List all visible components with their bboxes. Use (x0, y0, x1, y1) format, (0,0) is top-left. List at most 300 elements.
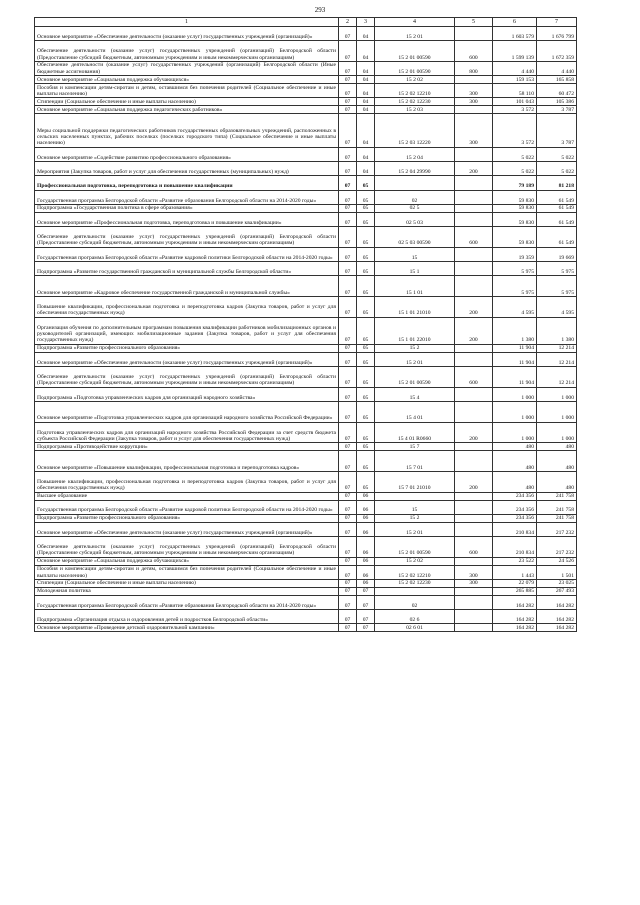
row-expense-type: 600 (455, 367, 493, 388)
row-section: 07 (339, 387, 357, 401)
row-subsection: 05 (357, 190, 375, 204)
row-amount-year-2: 480 (537, 472, 577, 493)
row-amount-year-1: 23 522 (493, 557, 537, 565)
row-name: Высшее образование (35, 492, 339, 500)
row-target-article: 02 6 01 (375, 624, 455, 632)
table-row (35, 41, 577, 62)
table-row (35, 610, 577, 624)
row-amount-year-2: 12 214 (537, 344, 577, 352)
row-name: Основное мероприятие «Социальная поддержка педагогических работников» (35, 106, 339, 114)
row-expense-type (455, 106, 493, 114)
row-target-article: 15 1 01 22010 (375, 317, 455, 344)
row-target-article: 15 2 02 12210 (375, 565, 455, 579)
row-amount-year-1: 1 000 (493, 422, 537, 443)
row-amount-year-2: 241 758 (537, 492, 577, 500)
column-header: 7 (537, 18, 577, 27)
row-subsection: 05 (357, 443, 375, 451)
row-amount-year-1: 59 830 (493, 204, 537, 212)
row-subsection: 04 (357, 61, 375, 75)
row-section: 07 (339, 514, 357, 522)
row-amount-year-1: 1 000 (493, 402, 537, 423)
row-target-article: 15 2 02 12230 (375, 579, 455, 587)
row-name: Подпрограмма «Противодействие коррупции» (35, 443, 339, 451)
column-header: 6 (493, 18, 537, 27)
row-name: Обеспечение деятельности (оказание услуг) государственных учреждений (организаций) Белгородской области (Предоставление субсидий бюджетным, автономным учреждениям и иным некоммерческим организациям) (35, 537, 339, 558)
table-row (35, 537, 577, 558)
row-expense-type: 300 (455, 579, 493, 587)
row-amount-year-1: 4 595 (493, 297, 537, 318)
row-expense-type (455, 276, 493, 297)
column-header: 5 (455, 18, 493, 27)
table-row (35, 84, 577, 98)
row-amount-year-2: 5 022 (537, 162, 577, 176)
row-section: 07 (339, 162, 357, 176)
row-amount-year-1: 1 599 139 (493, 41, 537, 62)
row-subsection: 07 (357, 624, 375, 632)
row-expense-type: 200 (455, 422, 493, 443)
row-subsection: 06 (357, 500, 375, 514)
table-row (35, 344, 577, 352)
page-number: 293 (314, 6, 326, 14)
table-row (35, 522, 577, 536)
row-section: 07 (339, 492, 357, 500)
row-target-article: 15 7 (375, 443, 455, 451)
row-amount-year-1: 59 830 (493, 190, 537, 204)
table-row (35, 247, 577, 261)
row-target-article: 15 7 01 (375, 451, 455, 472)
row-expense-type (455, 76, 493, 84)
row-section: 07 (339, 262, 357, 276)
row-section: 07 (339, 522, 357, 536)
row-target-article (375, 176, 455, 190)
row-subsection: 05 (357, 367, 375, 388)
row-subsection: 04 (357, 27, 375, 41)
row-amount-year-2: 3 787 (537, 106, 577, 114)
row-name: Подпрограмма «Развитие профессионального образования» (35, 344, 339, 352)
row-amount-year-2: 480 (537, 443, 577, 451)
table-row (35, 212, 577, 226)
budget-table (34, 17, 577, 632)
table-row (35, 147, 577, 161)
row-amount-year-2: 5 975 (537, 276, 577, 297)
row-name: Основное мероприятие «Проведение детской оздоровительной кампании» (35, 624, 339, 632)
row-expense-type: 300 (455, 565, 493, 579)
row-amount-year-1: 210 834 (493, 537, 537, 558)
row-amount-year-1: 480 (493, 472, 537, 493)
row-subsection: 05 (357, 262, 375, 276)
row-subsection: 05 (357, 422, 375, 443)
row-expense-type: 300 (455, 114, 493, 148)
table-row (35, 162, 577, 176)
row-target-article: 15 2 (375, 514, 455, 522)
row-section: 07 (339, 176, 357, 190)
row-amount-year-1: 59 830 (493, 227, 537, 248)
row-amount-year-2: 3 787 (537, 114, 577, 148)
row-name: Стипендии (Социальное обеспечение и иные выплаты населению) (35, 579, 339, 587)
table-row (35, 61, 577, 75)
row-target-article: 15 2 03 (375, 106, 455, 114)
row-section: 07 (339, 27, 357, 41)
row-amount-year-2: 1 000 (537, 422, 577, 443)
row-name: Государственная программа Белгородской области «Развитие кадровой политики Белгородской области на 2014-2020 годы» (35, 247, 339, 261)
row-name: Основное мероприятие «Подготовка управленческих кадров для организаций народного хозяйства Российской Федерации» (35, 402, 339, 423)
row-amount-year-2: 1 000 (537, 387, 577, 401)
row-name: Основное мероприятие «Повышение квалификации, профессиональная подготовка и переподготовка кадров» (35, 451, 339, 472)
row-expense-type (455, 492, 493, 500)
row-target-article: 02 (375, 190, 455, 204)
row-subsection: 05 (357, 247, 375, 261)
table-header-row (35, 18, 577, 27)
row-amount-year-1: 4 440 (493, 61, 537, 75)
row-subsection: 07 (357, 587, 375, 595)
row-amount-year-2: 1 676 799 (537, 27, 577, 41)
row-amount-year-2: 241 758 (537, 514, 577, 522)
row-target-article: 15 4 (375, 387, 455, 401)
row-target-article: 15 2 01 (375, 352, 455, 366)
row-expense-type (455, 514, 493, 522)
row-amount-year-1: 5 975 (493, 262, 537, 276)
row-name: Профессиональная подготовка, переподготовка и повышение квалификации (35, 176, 339, 190)
row-amount-year-1: 265 885 (493, 587, 537, 595)
row-section: 07 (339, 106, 357, 114)
row-amount-year-1: 1 443 (493, 565, 537, 579)
row-amount-year-1: 234 356 (493, 492, 537, 500)
row-section: 07 (339, 344, 357, 352)
row-amount-year-2: 164 282 (537, 595, 577, 609)
table-row (35, 176, 577, 190)
row-subsection: 06 (357, 492, 375, 500)
table-row (35, 587, 577, 595)
row-section: 07 (339, 297, 357, 318)
row-subsection: 05 (357, 387, 375, 401)
row-section: 07 (339, 352, 357, 366)
row-expense-type: 200 (455, 162, 493, 176)
row-expense-type: 300 (455, 98, 493, 106)
row-amount-year-2: 12 214 (537, 367, 577, 388)
row-section: 07 (339, 190, 357, 204)
row-amount-year-2: 23 025 (537, 579, 577, 587)
row-amount-year-1: 79 189 (493, 176, 537, 190)
table-row (35, 443, 577, 451)
table-row (35, 352, 577, 366)
row-name: Повышение квалификации, профессиональная подготовка и переподготовка кадров (Закупка товаров, работ и услуг для обеспечения государственных нужд) (35, 472, 339, 493)
row-amount-year-1: 11 904 (493, 352, 537, 366)
row-section: 07 (339, 276, 357, 297)
table-row (35, 557, 577, 565)
row-amount-year-1: 1 000 (493, 387, 537, 401)
row-target-article: 15 7 01 21010 (375, 472, 455, 493)
row-name: Подпрограмма «Развитие профессионального образования» (35, 514, 339, 522)
row-subsection: 06 (357, 522, 375, 536)
row-subsection: 04 (357, 41, 375, 62)
row-section: 07 (339, 565, 357, 579)
row-amount-year-1: 11 904 (493, 367, 537, 388)
row-amount-year-1: 3 572 (493, 114, 537, 148)
row-name: Пособия и компенсации детям-сиротам и детям, оставшимся без попечения родителей (Социальное обеспечение и иные выплаты населению) (35, 565, 339, 579)
row-target-article: 02 5 03 (375, 212, 455, 226)
row-subsection: 06 (357, 557, 375, 565)
row-name: Государственная программа Белгородской области «Развитие образования Белгородской области на 2014-2020 годы» (35, 190, 339, 204)
row-target-article: 15 4 01 (375, 402, 455, 423)
row-target-article: 15 2 01 (375, 27, 455, 41)
row-subsection: 07 (357, 610, 375, 624)
row-amount-year-2: 1 672 359 (537, 41, 577, 62)
table-row (35, 204, 577, 212)
row-subsection: 05 (357, 402, 375, 423)
row-expense-type (455, 587, 493, 595)
row-target-article: 02 6 (375, 610, 455, 624)
table-row (35, 227, 577, 248)
row-expense-type: 200 (455, 472, 493, 493)
row-amount-year-1: 59 830 (493, 212, 537, 226)
row-target-article: 15 1 01 21010 (375, 297, 455, 318)
row-amount-year-2: 12 214 (537, 352, 577, 366)
row-section: 07 (339, 587, 357, 595)
row-section: 07 (339, 500, 357, 514)
row-section: 07 (339, 443, 357, 451)
row-amount-year-2: 4 440 (537, 61, 577, 75)
row-expense-type (455, 212, 493, 226)
row-amount-year-1: 234 356 (493, 514, 537, 522)
row-expense-type: 600 (455, 41, 493, 62)
row-section: 07 (339, 317, 357, 344)
row-name: Обеспечение деятельности (оказание услуг) государственных учреждений (организаций) Белгородской области (Иные бюджетные ассигнования) (35, 61, 339, 75)
table-row (35, 114, 577, 148)
row-section: 07 (339, 98, 357, 106)
row-expense-type (455, 402, 493, 423)
table-row (35, 624, 577, 632)
row-name: Основное мероприятие «Обеспечение деятельности (оказание услуг) государственных учреждений (организаций)» (35, 352, 339, 366)
row-name: Подготовка управленческих кадров для организаций народного хозяйства Российской Федерации за счет средств бюджета субъекта Российской Федерации (Закупка товаров, работ и услуг для обеспечения государственных нужд) (35, 422, 339, 443)
row-amount-year-2: 61 549 (537, 212, 577, 226)
row-section: 07 (339, 557, 357, 565)
row-target-article: 15 2 01 00590 (375, 367, 455, 388)
table-row (35, 451, 577, 472)
row-target-article: 15 (375, 500, 455, 514)
column-header: 4 (375, 18, 455, 27)
row-expense-type (455, 500, 493, 514)
row-expense-type (455, 387, 493, 401)
table-row (35, 106, 577, 114)
row-amount-year-1: 58 110 (493, 84, 537, 98)
row-target-article: 02 (375, 595, 455, 609)
row-target-article: 15 2 01 00590 (375, 41, 455, 62)
row-expense-type (455, 557, 493, 565)
row-section: 07 (339, 595, 357, 609)
row-section: 07 (339, 472, 357, 493)
row-name: Пособия и компенсации детям-сиротам и детям, оставшимся без попечения родителей (Социальное обеспечение и иные выплаты населению) (35, 84, 339, 98)
row-amount-year-2: 1 501 (537, 565, 577, 579)
row-amount-year-2: 241 758 (537, 500, 577, 514)
row-subsection: 05 (357, 451, 375, 472)
row-name: Подпрограмма «Государственная политика в сфере образования» (35, 204, 339, 212)
row-section: 07 (339, 537, 357, 558)
row-name: Мероприятия (Закупка товаров, работ и услуг для обеспечения государственных (муниципальных) нужд) (35, 162, 339, 176)
row-amount-year-2: 5 022 (537, 147, 577, 161)
table-row (35, 492, 577, 500)
row-name: Подпрограмма «Подготовка управленческих кадров для организаций народного хозяйства» (35, 387, 339, 401)
row-expense-type (455, 451, 493, 472)
row-subsection: 04 (357, 76, 375, 84)
table-row (35, 472, 577, 493)
row-expense-type (455, 176, 493, 190)
row-name: Молодежная политика (35, 587, 339, 595)
row-target-article: 15 2 01 00590 (375, 61, 455, 75)
row-subsection: 04 (357, 98, 375, 106)
row-section: 07 (339, 147, 357, 161)
row-name: Обеспечение деятельности (оказание услуг) государственных учреждений (организаций) Белгородской области (Предоставление субсидий бюджетным, автономным учреждениям и иным некоммерческим организациям) (35, 227, 339, 248)
row-expense-type (455, 610, 493, 624)
row-target-article: 02 5 (375, 204, 455, 212)
row-subsection: 04 (357, 114, 375, 148)
row-amount-year-1: 210 834 (493, 522, 537, 536)
row-amount-year-2: 217 232 (537, 537, 577, 558)
row-amount-year-1: 5 975 (493, 276, 537, 297)
column-header: 2 (339, 18, 357, 27)
row-subsection: 04 (357, 162, 375, 176)
row-target-article: 15 2 01 (375, 522, 455, 536)
row-amount-year-2: 19 669 (537, 247, 577, 261)
row-subsection: 05 (357, 472, 375, 493)
row-target-article: 15 2 (375, 344, 455, 352)
row-subsection: 06 (357, 579, 375, 587)
row-expense-type (455, 352, 493, 366)
table-row (35, 27, 577, 41)
row-name: Организация обучения по дополнительным программам повышения квалификации работников мобилизационных органов и руководителей организаций, имеющих мобилизационные задания (Закупка товаров, работ и услуг для обеспечения государственных нужд) (35, 317, 339, 344)
row-subsection: 05 (357, 352, 375, 366)
row-name: Меры социальной поддержки педагогических работников государственных образовательных учреждений, расположенных в сельских населенных пунктах, рабочих поселках (поселках городского типа) (Социальное обеспечение и иные выплаты населению) (35, 114, 339, 148)
table-row (35, 317, 577, 344)
row-subsection: 06 (357, 537, 375, 558)
table-row (35, 565, 577, 579)
row-section: 07 (339, 41, 357, 62)
row-section: 07 (339, 212, 357, 226)
row-amount-year-1: 159 153 (493, 76, 537, 84)
row-subsection: 05 (357, 227, 375, 248)
row-section: 07 (339, 402, 357, 423)
row-section: 07 (339, 227, 357, 248)
table-row (35, 500, 577, 514)
row-amount-year-1: 1 380 (493, 317, 537, 344)
table-row (35, 98, 577, 106)
table-row (35, 297, 577, 318)
row-subsection: 05 (357, 212, 375, 226)
row-expense-type (455, 443, 493, 451)
row-expense-type (455, 147, 493, 161)
row-amount-year-1: 101 043 (493, 98, 537, 106)
row-amount-year-2: 61 549 (537, 190, 577, 204)
row-amount-year-1: 22 079 (493, 579, 537, 587)
table-row (35, 595, 577, 609)
table-row (35, 422, 577, 443)
row-expense-type (455, 522, 493, 536)
row-amount-year-2: 480 (537, 451, 577, 472)
row-amount-year-2: 61 549 (537, 204, 577, 212)
row-section: 07 (339, 84, 357, 98)
row-amount-year-2: 1 000 (537, 402, 577, 423)
row-name: Обеспечение деятельности (оказание услуг) государственных учреждений (организаций) Белгородской области (Предоставление субсидий бюджетным, автономным учреждениям и иным некоммерческим организациям) (35, 41, 339, 62)
row-name: Государственная программа Белгородской области «Развитие кадровой политики Белгородской области на 2014-2020 годы» (35, 500, 339, 514)
table-row (35, 76, 577, 84)
row-amount-year-1: 480 (493, 443, 537, 451)
row-section: 07 (339, 204, 357, 212)
row-amount-year-1: 164 282 (493, 624, 537, 632)
row-subsection: 05 (357, 176, 375, 190)
row-section: 07 (339, 114, 357, 148)
row-expense-type (455, 595, 493, 609)
table-row (35, 579, 577, 587)
row-target-article: 15 (375, 247, 455, 261)
row-amount-year-1: 480 (493, 451, 537, 472)
row-section: 07 (339, 76, 357, 84)
row-expense-type (455, 262, 493, 276)
row-name: Основное мероприятие «Содействие развитию профессионального образования» (35, 147, 339, 161)
row-amount-year-2: 60 472 (537, 84, 577, 98)
row-amount-year-1: 164 282 (493, 610, 537, 624)
row-amount-year-1: 3 572 (493, 106, 537, 114)
row-target-article: 15 1 01 (375, 276, 455, 297)
row-amount-year-1: 164 282 (493, 595, 537, 609)
row-name: Основное мероприятие «Обеспечение деятельности (оказание услуг) государственных учреждений (организаций)» (35, 522, 339, 536)
row-amount-year-1: 234 356 (493, 500, 537, 514)
table-row (35, 262, 577, 276)
table-row (35, 402, 577, 423)
row-subsection: 04 (357, 84, 375, 98)
row-amount-year-2: 1 380 (537, 317, 577, 344)
table-row (35, 190, 577, 204)
row-expense-type: 600 (455, 227, 493, 248)
row-name: Основное мероприятие «Кадровое обеспечение государственной гражданской и муниципальной службы» (35, 276, 339, 297)
table-row (35, 367, 577, 388)
row-expense-type (455, 27, 493, 41)
row-amount-year-2: 164 282 (537, 624, 577, 632)
row-amount-year-2: 164 282 (537, 610, 577, 624)
column-header: 1 (35, 18, 339, 27)
row-amount-year-1: 11 904 (493, 344, 537, 352)
row-target-article: 15 2 04 (375, 147, 455, 161)
row-amount-year-1: 5 022 (493, 162, 537, 176)
row-name: Государственная программа Белгородской области «Развитие образования Белгородской области на 2014-2020 годы» (35, 595, 339, 609)
row-name: Повышение квалификации, профессиональная подготовка и переподготовка кадров (Закупка товаров, работ и услуг для обеспечения государственных нужд) (35, 297, 339, 318)
row-amount-year-1: 19 359 (493, 247, 537, 261)
row-name: Основное мероприятие «Обеспечение деятельности (оказание услуг) государственных учреждений (организаций)» (35, 27, 339, 41)
row-subsection: 05 (357, 276, 375, 297)
row-name: Основное мероприятие «Профессиональная подготовка, переподготовка и повышение квалификации» (35, 212, 339, 226)
row-expense-type (455, 204, 493, 212)
row-name: Подпрограмма «Развитие государственной гражданской и муниципальной службы Белгородской области» (35, 262, 339, 276)
row-name: Обеспечение деятельности (оказание услуг) государственных учреждений (организаций) Белгородской области (Предоставление субсидий бюджетным, автономным учреждениям и иным некоммерческим организациям) (35, 367, 339, 388)
row-subsection: 06 (357, 565, 375, 579)
row-target-article: 15 2 02 (375, 557, 455, 565)
row-target-article: 15 2 04 29990 (375, 162, 455, 176)
row-expense-type: 600 (455, 537, 493, 558)
row-amount-year-2: 165 858 (537, 76, 577, 84)
row-section: 07 (339, 579, 357, 587)
row-subsection: 05 (357, 204, 375, 212)
row-expense-type: 200 (455, 317, 493, 344)
table-row (35, 276, 577, 297)
row-target-article: 15 2 03 12220 (375, 114, 455, 148)
row-target-article: 15 1 (375, 262, 455, 276)
row-subsection: 04 (357, 106, 375, 114)
row-amount-year-2: 267 493 (537, 587, 577, 595)
row-amount-year-2: 5 975 (537, 262, 577, 276)
row-expense-type (455, 624, 493, 632)
table-body (35, 27, 577, 632)
row-name: Основное мероприятие «Социальная поддержка обучающихся» (35, 557, 339, 565)
row-target-article: 15 2 02 12210 (375, 84, 455, 98)
row-expense-type: 800 (455, 61, 493, 75)
